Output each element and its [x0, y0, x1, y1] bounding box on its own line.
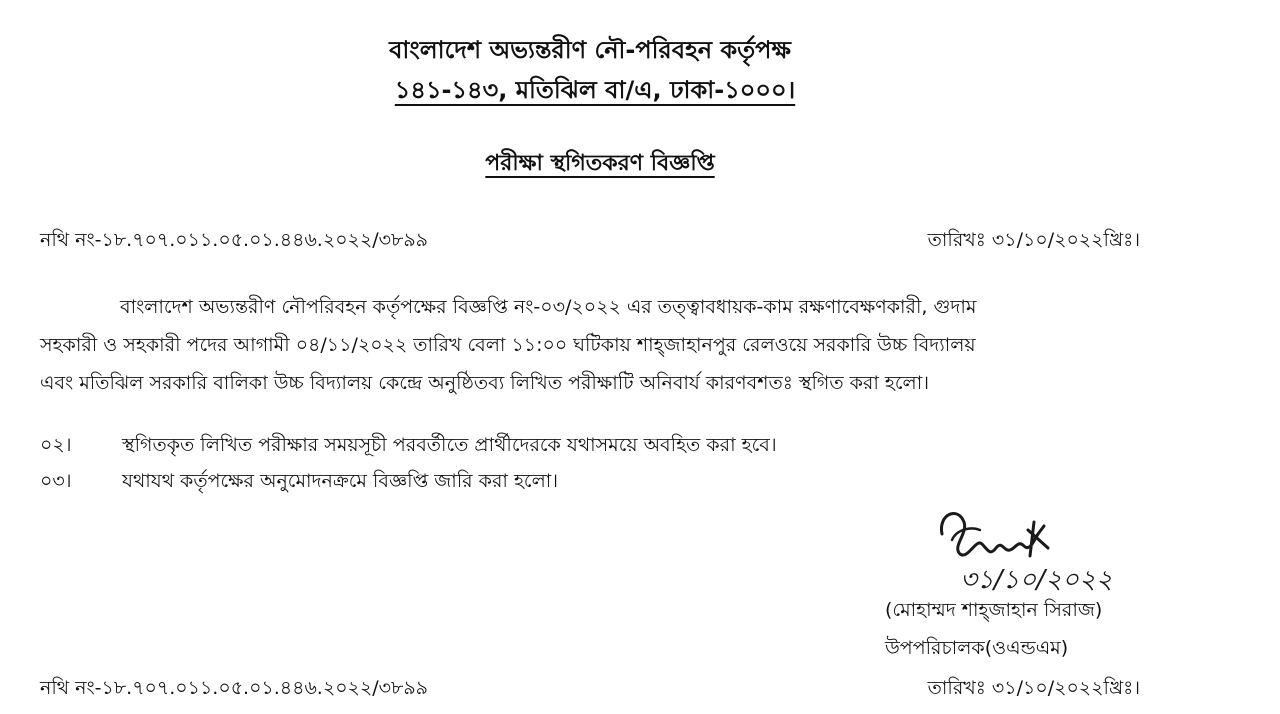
list-item [40, 464, 558, 498]
footer-memo-number: নথি নং-১৮.৭০৭.০১১.০৫.০১.৪৪৬.২০২২/৩৮৯৯ [40, 677, 428, 699]
item-text: স্থগিতকৃত লিখিত পরীক্ষার সময়সূচী পরবর্তীতে প্রার্থীদেরকে যথাসময়ে অবহিত করা হবে। [122, 434, 777, 456]
item-text: যথাযথ কর্তৃপক্ষের অনুমোদনক্রমে বিজ্ঞপ্তি জারি করা হলো। [122, 470, 559, 492]
signature-scribble [930, 500, 1130, 596]
paragraph-line: এবং মতিঝিল সরকারি বালিকা উচ্চ বিদ্যালয় কেন্দ্রে অনুষ্ঠিতব্য লিখিত পরীক্ষাটি অনিবার্য কারণবশতঃ স্থগিত করা হলো। [40, 372, 929, 394]
signer-designation: উপপরিচালক(ওএন্ডএম) [885, 637, 1069, 659]
notice-paragraph [40, 288, 1155, 402]
footer-memo-date: তারিখঃ ৩১/১০/২০২২খ্রিঃ। [927, 677, 1140, 699]
memo-number: নথি নং-১৮.৭০৭.০১১.০৫.০১.৪৪৬.২০২২/৩৮৯৯ [40, 229, 428, 251]
paragraph-line: বাংলাদেশ অভ্যন্তরীণ নৌপরিবহন কর্তৃপক্ষের বিজ্ঞপ্তি নং-০৩/২০২২ এর তত্ত্বাবধায়ক-কাম রক্ষণাবেক্ষণকারী, গুদাম [120, 296, 977, 318]
item-number: ০২। [40, 434, 72, 456]
item-number: ০৩। [40, 470, 72, 492]
paragraph-line: সহকারী ও সহকারী পদের আগামী ০৪/১১/২০২২ তারিখ বেলা ১১:০০ ঘটিকায় শাহ্জাহানপুর রেলওয়ে সরকারি উচ্চ বিদ্যালয় [40, 334, 976, 356]
signer-name: (মোহাম্মদ শাহ্জাহান সিরাজ) [885, 599, 1103, 621]
signature-date: ৩১/১০/২০২২ [960, 565, 1113, 595]
notice-title: পরীক্ষা স্থগিতকরণ বিজ্ঞপ্তি [485, 151, 715, 176]
organization-address: ১৪১-১৪৩, মতিঝিল বা/এ, ঢাকা-১০০০। [394, 76, 796, 104]
organization-name: বাংলাদেশ অভ্যন্তরীণ নৌ-পরিবহন কর্তৃপক্ষ [389, 36, 791, 64]
handwritten-signature [930, 500, 1130, 596]
memo-date: তারিখঃ ৩১/১০/২০২২খ্রিঃ। [927, 229, 1140, 251]
list-item [40, 428, 777, 462]
